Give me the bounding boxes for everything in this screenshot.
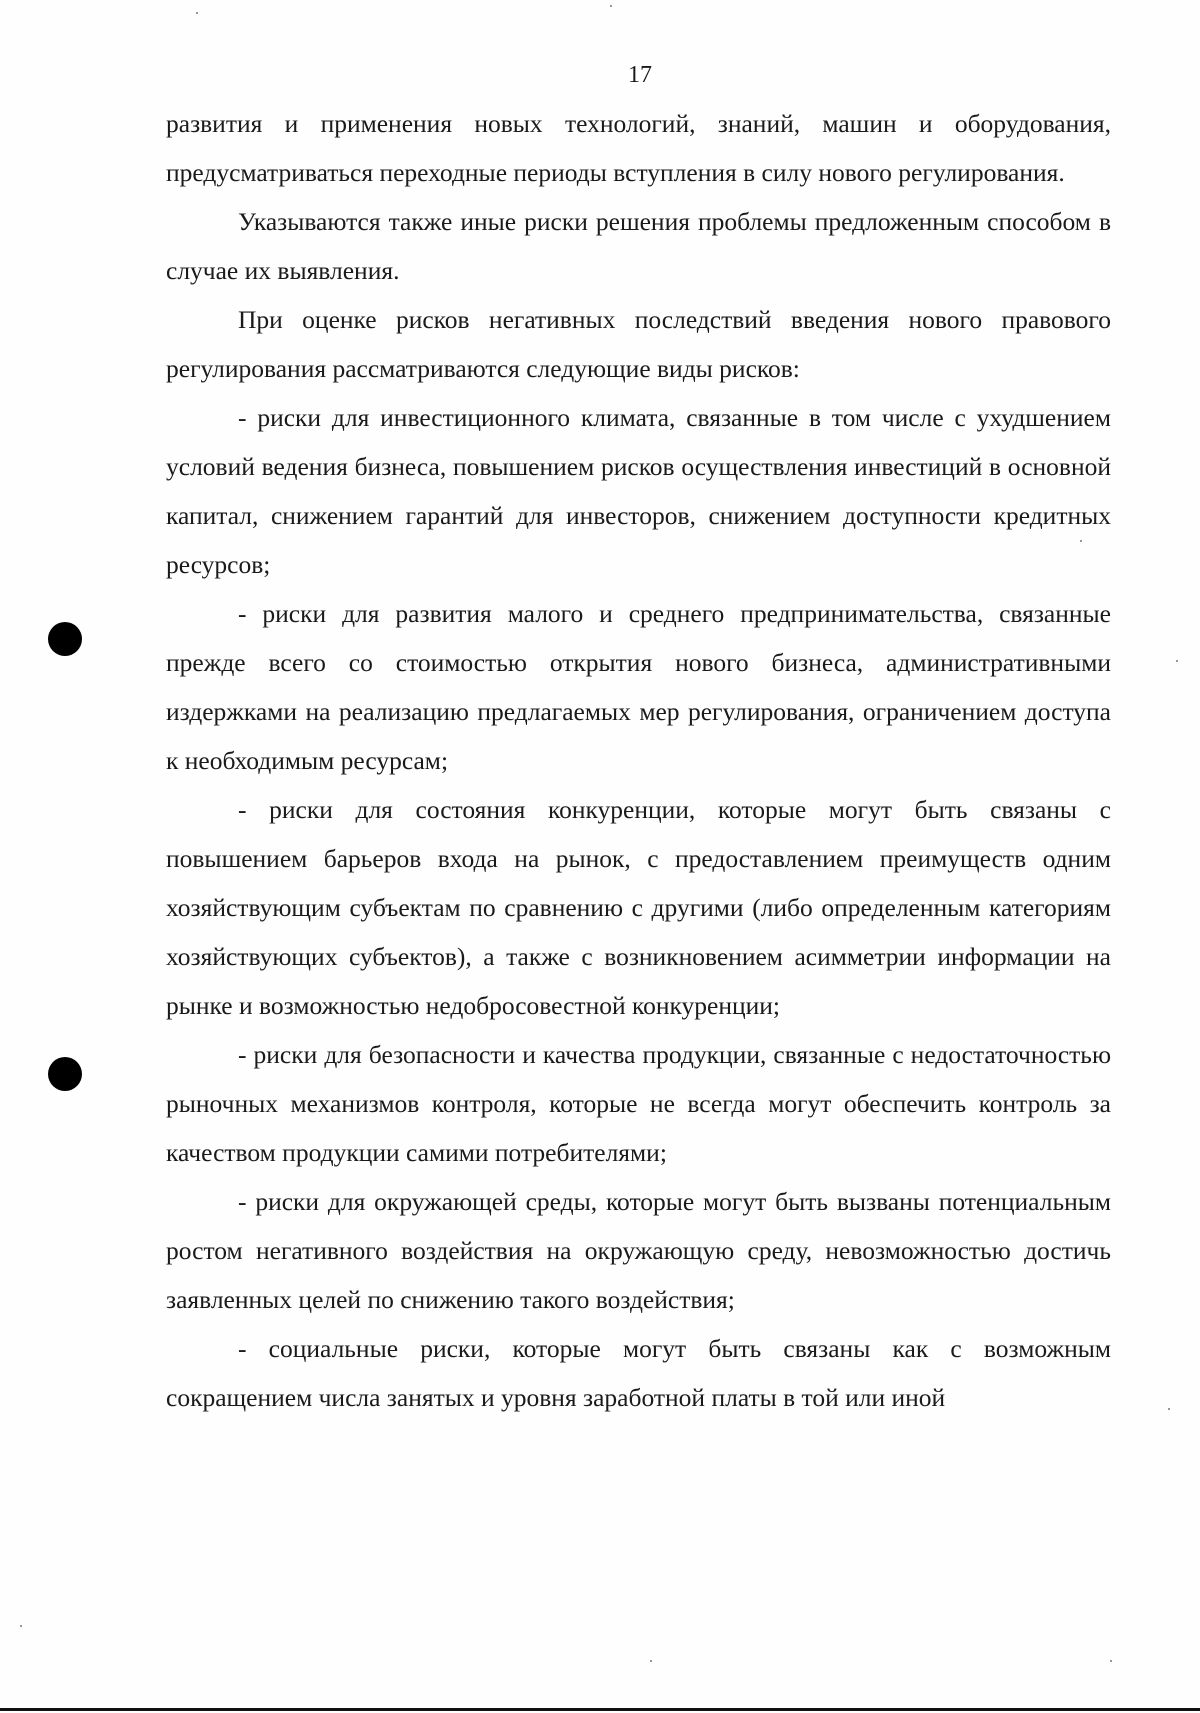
paragraph-1: развития и применения новых технологий, знаний, машин и оборудования, предусматриваться переходные периоды вступления в силу нового регулирования. — [166, 109, 1111, 187]
page-bottom-edge — [0, 1708, 1200, 1711]
scan-speck — [610, 5, 612, 7]
scan-speck — [1168, 1408, 1170, 1410]
scan-speck — [20, 1625, 22, 1627]
punch-hole — [48, 1057, 82, 1091]
paragraph-5: - риски для развития малого и среднего предпринимательства, связанные прежде всего со стоимостью открытия нового бизнеса, административными издержками на реализацию предлагаемых мер регулирования, ограничением доступа к необходимым ресурсам; — [166, 599, 1111, 775]
paragraph-3: При оценке рисков негативных последствий введения нового правового регулирования рассматриваются следующие виды рисков: — [166, 305, 1111, 383]
scan-speck — [1176, 660, 1178, 662]
paragraph-4: - риски для инвестиционного климата, связанные в том числе с ухудшением условий ведения бизнеса, повышением рисков осуществления инвестиций в основной капитал, снижением гарантий для инвесторов, снижением доступности кредитных ресурсов; — [166, 403, 1111, 579]
paragraph-9: - социальные риски, которые могут быть связаны как с возможным сокращением числа занятых и уровня заработной платы в той или иной — [166, 1334, 1111, 1412]
scan-speck — [1110, 1660, 1112, 1662]
paragraph-8: - риски для окружающей среды, которые могут быть вызваны потенциальным ростом негативного воздействия на окружающую среду, невозможностью достичь заявленных целей по снижению такого воздействия; — [166, 1187, 1111, 1314]
scan-speck — [650, 1660, 652, 1662]
paragraph-2: Указываются также иные риски решения проблемы предложенным способом в случае их выявления. — [166, 207, 1111, 285]
punch-hole — [48, 622, 82, 656]
paragraph-6: - риски для состояния конкуренции, которые могут быть связаны с повышением барьеров входа на рынок, с предоставлением преимуществ одним хозяйствующим субъектам по сравнению с другими (либо определенным категориям хозяйствующих субъектов), а также с возникновением асимметрии информации на рынке и возможностью недобросовестной конкуренции; — [166, 795, 1111, 1020]
paragraph-7: - риски для безопасности и качества продукции, связанные с недостаточностью рыночных механизмов контроля, которые не всегда могут обеспечить контроль за качеством продукции самими потребителями; — [166, 1040, 1111, 1167]
scan-speck — [1080, 540, 1082, 542]
scan-speck — [196, 12, 198, 14]
page-number: 17 — [628, 62, 652, 88]
document-body — [166, 99, 1111, 1422]
